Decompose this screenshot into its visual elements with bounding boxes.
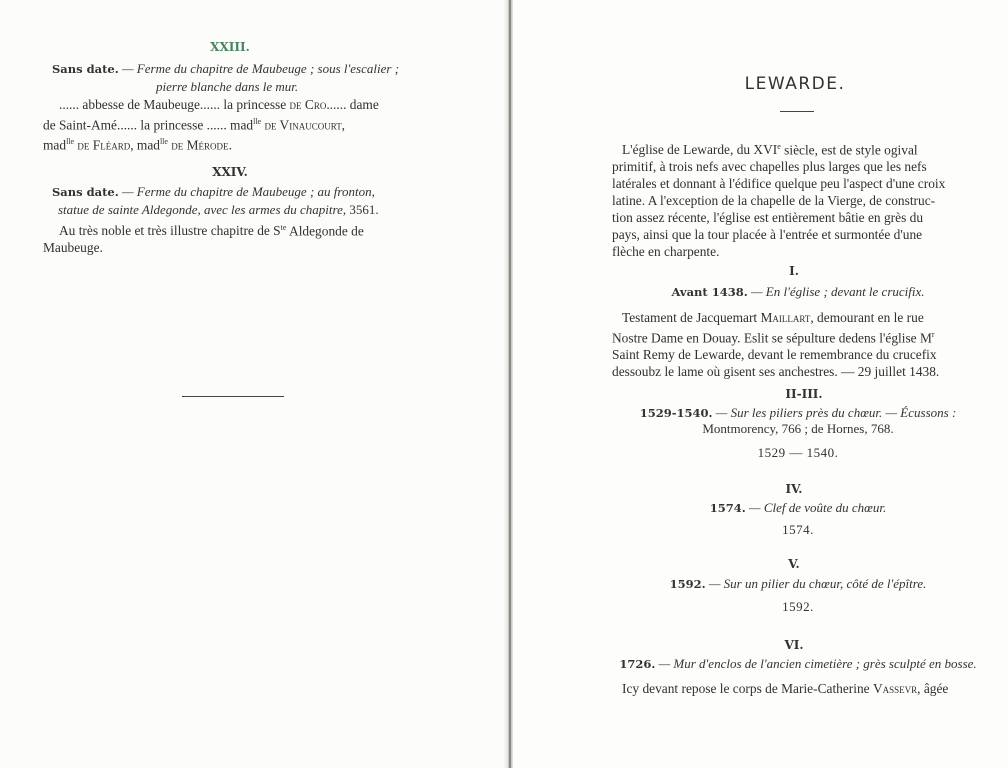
section-number-i: I. [789, 264, 799, 278]
intro-text: primitif, à trois nefs avec chapelles plus larges que les nefs [612, 159, 927, 175]
inscription-name: de Vinaucourt, [261, 117, 346, 133]
entry-description: — Ferme du chapitre de Maubeuge ; sous l'escalier ; [118, 61, 400, 76]
inscription-text: Icy devant repose le corps de Marie-Catherine [622, 681, 873, 696]
inscription-text: . [228, 137, 232, 153]
inscription-name: de Cro [289, 97, 327, 112]
entry-description: — Ferme du chapitre de Maubeuge ; au fronton, [118, 184, 375, 199]
inscription-text: Nostre Dame en Douay. Eslit se sépulture dedens l'église M [612, 330, 932, 346]
title-rule [780, 111, 814, 112]
inscription-text: ...... dame [326, 97, 379, 112]
entry-description: — Sur un pilier du chœur, côté de l'épître. [705, 576, 927, 591]
entry-description-cont: pierre blanche dans le mur. [156, 79, 299, 94]
superscript: te [280, 223, 287, 232]
inscription-v: 1592. [782, 599, 814, 614]
entry-date-label: 1726. [619, 657, 656, 671]
inscription-text: mad [43, 137, 67, 153]
intro-text: tion assez récente, l'église est entièrement bâtie en grès du [612, 210, 924, 226]
entry-heading-iv [612, 500, 984, 516]
entry-date-label: 1529-1540. [639, 406, 713, 420]
inscription-text: ...... abbesse de Maubeuge...... la princesse [59, 97, 290, 112]
page-title: LEWARDE. [744, 74, 846, 94]
inscription-text: dessoubz le lame où gisent ses anchestres. — 29 juillet 1438. [612, 364, 940, 380]
entry-heading-vi [612, 656, 984, 672]
entry-heading-xxiv [52, 183, 432, 218]
intro-paragraph [612, 138, 984, 260]
entry-heading-ii-iii [612, 405, 984, 437]
inscription-i [612, 309, 984, 380]
entry-description-cont: statue de sainte Aldegonde, avec les armes du chapitre, [58, 202, 347, 217]
intro-text: latine. A l'exception de la chapelle de la Vierge, de construc- [612, 193, 936, 209]
inscription-text: , âgée [917, 681, 949, 696]
inscription-text: , mad [130, 137, 160, 153]
intro-text: L'église de Lewarde, du XVI [622, 142, 778, 158]
entry-description: — Clef de voûte du chœur. [745, 500, 887, 515]
inscription-name: de Fléard [74, 137, 131, 153]
entry-description: — En l'église ; devant le crucifix. [747, 284, 925, 299]
inscription-text: Maubeuge. [43, 240, 103, 256]
inscription-vi [622, 680, 994, 697]
inscription-text: Saint Remy de Lewarde, devant le remembrance du crucefix [612, 347, 937, 363]
entry-date-label: 1574. [709, 501, 746, 515]
superscript: lle [253, 117, 262, 126]
inscription-name: Vassevr [872, 681, 918, 696]
entry-reference-number: 3561. [346, 202, 379, 217]
entry-description-cont: Montmorency, 766 ; de Hornes, 768. [702, 421, 894, 436]
inscription-text: , demourant en le rue [810, 310, 924, 325]
inscription-ii-iii: 1529 — 1540. [757, 445, 839, 460]
inscription-text: Testament de Jacquemart [622, 310, 761, 325]
entry-description: — Sur les piliers près du chœur. — Écussons : [712, 405, 957, 420]
entry-description: — Mur d'enclos de l'ancien cimetière ; grès sculpté en bosse. [655, 656, 977, 671]
section-number-iv: IV. [785, 482, 803, 496]
superscript: r [931, 330, 935, 339]
intro-text: pays, ainsi que la tour placée à l'entrée et surmontée d'une [612, 227, 923, 243]
section-number-xxiii: XXIII. [210, 40, 250, 54]
inscription-text: Aldegonde de [286, 223, 364, 239]
inscription-name: Maillart [760, 310, 811, 325]
intro-text: latérales et donnant à l'édifice quelque peu l'aspect d'une croix [612, 176, 946, 192]
entry-heading-i [612, 284, 984, 300]
inscription-xxiii [43, 96, 423, 154]
entry-heading-xxiii [52, 60, 432, 95]
inscription-iv: 1574. [782, 522, 814, 537]
end-rule [182, 396, 284, 397]
inscription-text: de Saint-Amé...... la princesse ...... mad [43, 117, 254, 133]
section-number-vi: VI. [784, 638, 804, 652]
superscript: lle [66, 137, 75, 147]
inscription-text: Au très noble et très illustre chapitre de S [59, 223, 281, 239]
superscript: lle [159, 137, 168, 147]
entry-date-label: Sans date. [52, 62, 119, 76]
right-page [513, 0, 1008, 768]
entry-heading-v [612, 576, 984, 592]
inscription-name: de Mérode [167, 137, 229, 153]
section-number-v: V. [788, 557, 800, 571]
entry-date-label: Sans date. [52, 185, 119, 199]
intro-text: siècle, est de style ogival [780, 142, 918, 158]
entry-date-label: 1592. [669, 577, 706, 591]
inscription-xxiv [43, 219, 423, 256]
section-number-xxiv: XXIV. [212, 165, 248, 179]
intro-text: flèche en charpente. [612, 244, 720, 260]
entry-date-label: Avant 1438. [671, 285, 748, 299]
section-number-ii-iii: II-III. [785, 387, 823, 401]
superscript: e [777, 142, 781, 151]
